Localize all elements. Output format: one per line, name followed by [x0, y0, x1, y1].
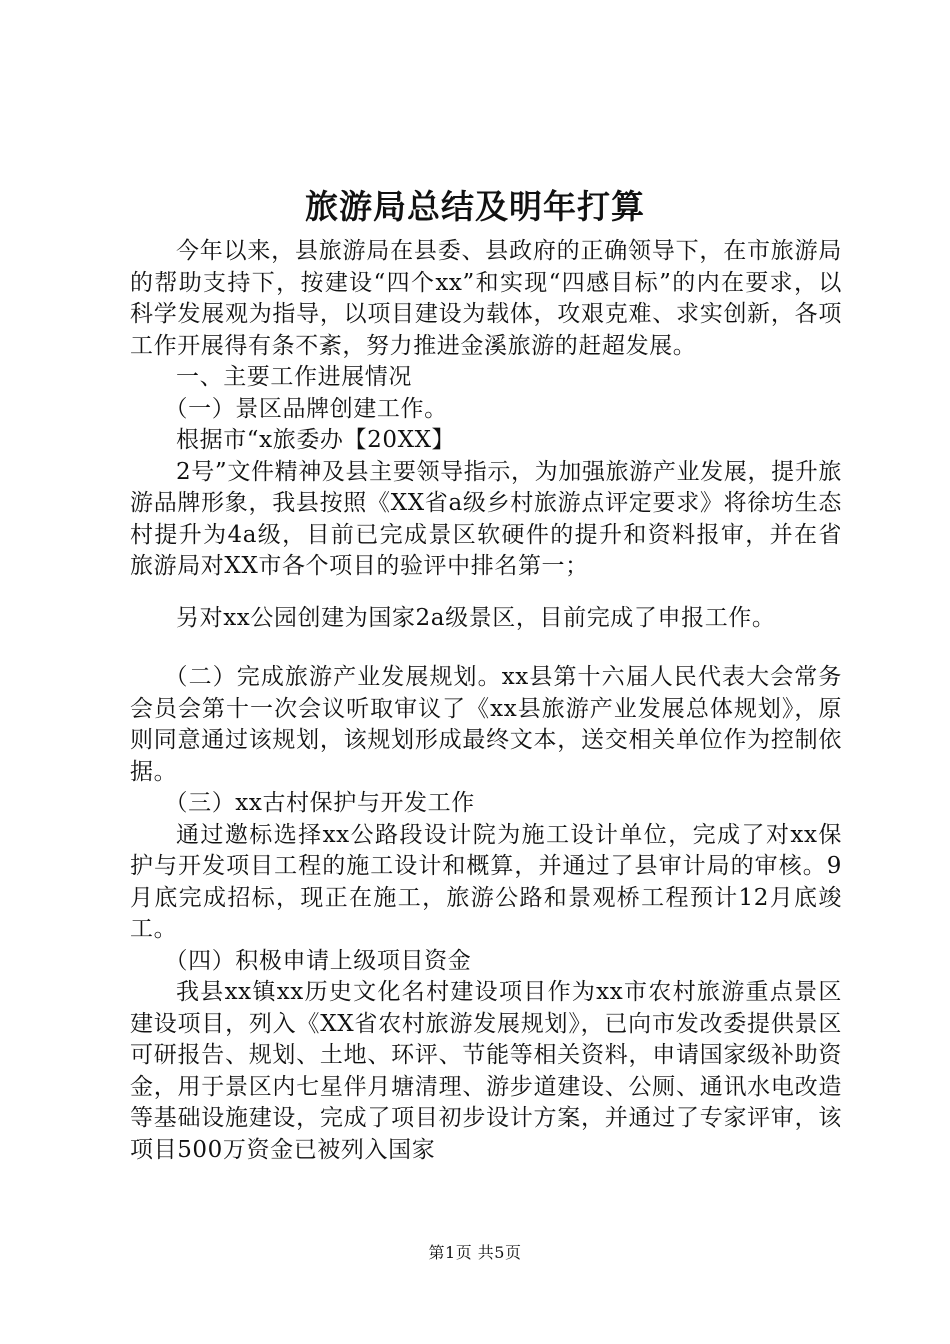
paragraph-village-protection: 通过邀标选择xx公路段设计院为施工设计单位，完成了对xx保护与开发项目工程的施工设计和概算，并通过了县审计局的审核。9月底完成招标，现正在施工，旅游公路和景观桥工程预计12月底竣工。	[130, 821, 842, 942]
intro-paragraph: 今年以来，县旅游局在县委、县政府的正确领导下，在市旅游局的帮助支持下，按建设“四个xx”和实现“四感目标”的内在要求，以科学发展观为指导，以项目建设为载体，攻艰克难、求实创新，各项工作开展得有条不紊，努力推进金溪旅游的赶超发展。	[130, 238, 842, 359]
subsection-heading-3: （三）xx古村保护与开发工作	[164, 790, 475, 816]
page-footer: 第1页 共5页	[428, 1243, 522, 1262]
paragraph-funding: 我县xx镇xx历史文化名村建设项目作为xx市农村旅游重点景区建设项目，列入《XX省农村旅游发展规划》，已向市发改委提供景区可研报告、规划、土地、环评、节能等相关资料，申请国家级补助资金，用于景区内七星伴月塘清理、游步道建设、公厕、通讯水电改造等基础设施建设，完成了项目初步设计方案，并通过了专家评审，该项目500万资金已被列入国家	[130, 979, 842, 1163]
paragraph-park: 另对xx公园创建为国家2a级景区，目前完成了申报工作。	[176, 604, 776, 631]
paragraph-scenic-upgrade: 2号”文件精神及县主要领导指示，为加强旅游产业发展，提升旅游品牌形象，我县按照《XX省a级乡村旅游点评定要求》将徐坊生态村提升为4a级，目前已完成景区软硬件的提升和资料报审，并在省旅游局对XX市各个项目的验评中排名第一；	[130, 458, 842, 579]
paragraph-planning: （二）完成旅游产业发展规划。xx县第十六届人民代表大会常务会员会第十一次会议听取审议了《xx县旅游产业发展总体规划》，原则同意通过该规划，该规划形成最终文本，送交相关单位作为控制依据。	[130, 664, 842, 785]
subsection-heading-1: （一）景区品牌创建工作。	[164, 395, 448, 422]
document-title: 旅游局总结及明年打算	[305, 187, 645, 226]
subsection-heading-4: （四）积极申请上级项目资金	[164, 947, 472, 974]
section-heading: 一、主要工作进展情况	[176, 364, 412, 390]
paragraph-basis: 根据市“x旅委办【20XX】	[176, 427, 456, 453]
document-body	[130, 236, 842, 1166]
